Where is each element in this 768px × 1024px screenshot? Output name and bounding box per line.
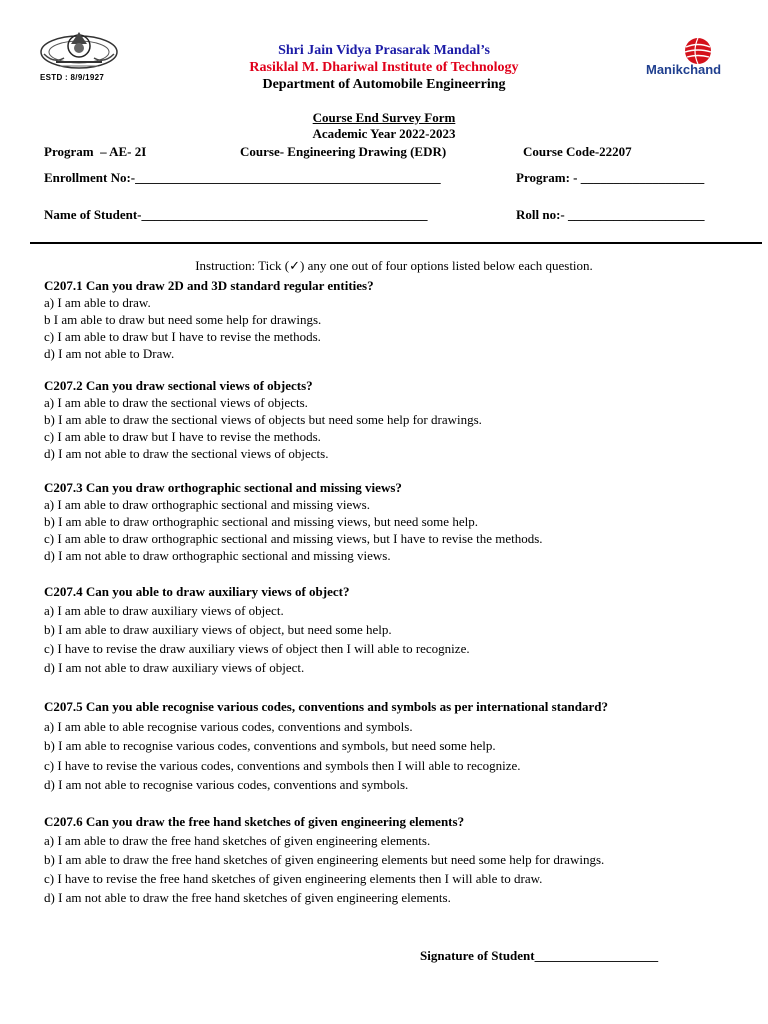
question-title: C207.6 Can you draw the free hand sketches of given engineering elements?	[44, 814, 465, 829]
option-c[interactable]: c) I am able to draw orthographic sectional and missing views, but I have to revise the methods.	[44, 531, 543, 546]
option-d[interactable]: d) I am not able to Draw.	[44, 346, 175, 361]
form-title	[0, 110, 768, 126]
option-c[interactable]: c) I am able to draw but I have to revise the methods.	[44, 429, 321, 444]
question-block-1	[44, 277, 744, 362]
option-a[interactable]: a) I am able to able recognise various codes, conventions and symbols.	[44, 718, 413, 734]
signature-blank[interactable]: ___________________	[534, 948, 659, 963]
emblem-estd-text: ESTD : 8/9/1927	[40, 73, 105, 82]
signature-label: Signature of Student	[420, 948, 535, 963]
option-c[interactable]: c) I am able to draw but I have to revise the methods.	[44, 329, 321, 344]
option-c[interactable]: c) I have to revise the draw auxiliary views of object then I will able to recognize.	[44, 641, 470, 656]
enrollment-blank[interactable]: _______________________________________________	[135, 170, 441, 185]
option-c[interactable]: c) I have to revise the free hand sketches of given engineering elements then I will able to draw.	[44, 871, 543, 886]
option-b[interactable]: b) I am able to draw the free hand sketches of given engineering elements but need some help for drawings.	[44, 852, 605, 867]
program-blank[interactable]: ___________________	[580, 170, 705, 185]
header-divider	[30, 242, 762, 244]
option-d[interactable]: d) I am not able to draw the free hand sketches of given engineering elements.	[44, 890, 451, 905]
program-line: Program – AE- 2I	[44, 144, 147, 159]
option-a[interactable]: a) I am able to draw orthographic sectional and missing views.	[44, 497, 370, 512]
question-block-5	[44, 697, 744, 795]
roll-no-field[interactable]	[516, 207, 705, 223]
question-block-4	[44, 582, 744, 677]
option-d[interactable]: d) I am not able to draw auxiliary views of object.	[44, 660, 305, 675]
question-title: C207.3 Can you draw orthographic sectional and missing views?	[44, 480, 402, 495]
question-block-2	[44, 377, 744, 462]
question-block-6	[44, 812, 744, 907]
question-block-3	[44, 479, 744, 564]
society-name: Shri Jain Vidya Prasarak Mandal’s	[278, 43, 490, 58]
enrollment-label: Enrollment No:-	[44, 170, 136, 185]
form-title-text: Course End Survey Form	[312, 110, 456, 125]
option-d[interactable]: d) I am not able to draw orthographic sectional and missing views.	[44, 548, 391, 563]
question-title: C207.1 Can you draw 2D and 3D standard regular entities?	[44, 278, 374, 293]
signature-field[interactable]	[420, 948, 658, 964]
option-b[interactable]: b) I am able to draw the sectional views of objects but need some help for drawings.	[44, 412, 482, 427]
option-b[interactable]: b I am able to draw but need some help for drawings.	[44, 312, 322, 327]
option-a[interactable]: a) I am able to draw the free hand sketches of given engineering elements.	[44, 833, 431, 848]
manikchand-wordmark: Manikchand	[646, 62, 722, 77]
question-title: C207.4 Can you able to draw auxiliary views of object?	[44, 584, 350, 599]
institute-name: Rasiklal M. Dhariwal Institute of Technology	[249, 60, 519, 75]
student-name-label: Name of Student-	[44, 207, 142, 222]
enrollment-field[interactable]	[44, 170, 441, 186]
option-b[interactable]: b) I am able to draw orthographic sectional and missing views, but need some help.	[44, 514, 478, 529]
program-label: Program: -	[516, 170, 581, 185]
option-c[interactable]: c) I have to revise the various codes, conventions and symbols then I will able to recognize.	[44, 757, 521, 773]
course-line: Course- Engineering Drawing (EDR)	[240, 144, 447, 159]
option-d[interactable]: d) I am not able to recognise various codes, conventions and symbols.	[44, 777, 409, 792]
roll-no-blank[interactable]: _____________________	[568, 207, 705, 222]
question-title: C207.5 Can you able recognise various codes, conventions and symbols as per international standard?	[44, 699, 608, 714]
option-d[interactable]: d) I am not able to draw the sectional views of objects.	[44, 446, 329, 461]
program-field[interactable]	[516, 170, 704, 186]
academic-year: Academic Year 2022-2023	[312, 126, 456, 141]
option-b[interactable]: b) I am able to recognise various codes, conventions and symbols, but need some help.	[44, 738, 496, 753]
roll-no-label: Roll no:-	[516, 207, 565, 222]
option-a[interactable]: a) I am able to draw auxiliary views of object.	[44, 603, 284, 618]
option-a[interactable]: a) I am able to draw.	[44, 295, 151, 310]
department-name: Department of Automobile Engineerring	[262, 77, 506, 92]
course-code: Course Code-22207	[523, 144, 632, 159]
option-b[interactable]: b) I am able to draw auxiliary views of object, but need some help.	[44, 622, 392, 637]
student-name-field[interactable]	[44, 207, 428, 223]
question-title: C207.2 Can you draw sectional views of objects?	[44, 378, 313, 393]
option-a[interactable]: a) I am able to draw the sectional views of objects.	[44, 395, 308, 410]
student-name-blank[interactable]: ____________________________________________	[141, 207, 428, 222]
instruction-text: Instruction: Tick (✓) any one out of four options listed below each question.	[195, 258, 593, 273]
